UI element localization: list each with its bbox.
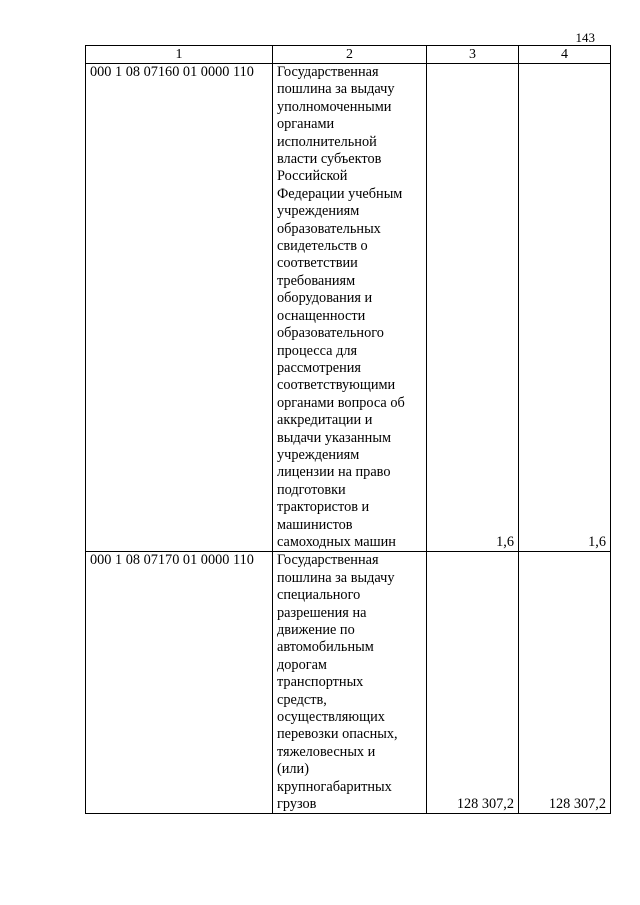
income-name-cell: [273, 552, 427, 814]
income-name-line: дорогам: [277, 656, 327, 673]
income-name-line: аккредитации и: [277, 412, 373, 429]
table-row: [86, 552, 611, 814]
income-name-line: пошлина за выдачу: [277, 569, 395, 586]
income-name-line: власти субъектов: [277, 151, 382, 168]
income-name-line: оснащенности: [277, 307, 366, 324]
income-name-line: транспортных: [277, 674, 364, 691]
income-name-line: соответствии: [277, 255, 358, 272]
income-name-line: органами: [277, 116, 335, 133]
income-name-line: Федерации учебным: [277, 185, 403, 202]
income-name-line: подготовки: [277, 481, 346, 498]
income-name-line: пошлина за выдачу: [277, 81, 395, 98]
income-name-line: разрешения на: [277, 604, 367, 621]
income-name-line: осуществляющих: [277, 709, 385, 726]
income-name-line: движение по: [277, 622, 355, 638]
income-name-line: образовательных: [277, 220, 381, 237]
income-name-line: лицензии на право: [277, 464, 391, 481]
income-name-cell: [273, 64, 427, 552]
income-name-line: тяжеловесных и: [277, 743, 376, 760]
income-name-line: средств,: [277, 691, 327, 708]
column-header-2: 2: [273, 46, 427, 64]
amount-col3-cell: 128 307,2: [427, 552, 519, 814]
income-name-line: Государственная: [277, 552, 379, 569]
income-name-line: Российской: [277, 168, 348, 185]
income-name-line: трактористов и: [277, 499, 370, 516]
income-code-cell: 000 1 08 07160 01 0000 110: [86, 64, 273, 552]
page-number: 143: [575, 30, 595, 45]
income-name-line: учреждениям: [277, 203, 360, 220]
income-name-line: самоходных машин: [277, 533, 396, 550]
income-name-line: рассмотрения: [277, 359, 361, 376]
income-name-line: уполномоченными: [277, 98, 392, 115]
income-name-line: Государственная: [277, 64, 379, 80]
amount-col4-cell: 1,6: [519, 64, 611, 552]
amount-col4-cell: 128 307,2: [519, 552, 611, 814]
income-name-line: требованиям: [277, 272, 356, 289]
column-header-4: 4: [519, 46, 611, 64]
income-name-line: грузов: [277, 796, 317, 813]
column-header-1: 1: [86, 46, 273, 64]
income-name-line: образовательного: [277, 325, 384, 342]
income-name-line: крупногабаритных: [277, 778, 392, 795]
income-name-line: процесса для: [277, 342, 358, 359]
income-name-line: (или): [277, 761, 309, 778]
income-name-line: оборудования и: [277, 290, 373, 307]
income-name-line: выдачи указанным: [277, 429, 391, 446]
income-name-line: исполнительной: [277, 133, 377, 150]
income-name-line: учреждениям: [277, 446, 360, 463]
income-name-line: машинистов: [277, 516, 353, 533]
table-body: [86, 64, 611, 814]
amount-col3-cell: 1,6: [427, 64, 519, 552]
income-code-cell: 000 1 08 07170 01 0000 110: [86, 552, 273, 814]
income-name-line: органами вопроса об: [277, 394, 405, 411]
income-name-line: перевозки опасных,: [277, 726, 398, 743]
income-name-line: специального: [277, 587, 361, 604]
header-row: [86, 46, 611, 64]
income-name-line: соответствующими: [277, 377, 396, 394]
table-row: [86, 64, 611, 552]
budget-table: [85, 45, 611, 814]
income-name-line: автомобильным: [277, 639, 374, 656]
income-name-line: свидетельств о: [277, 238, 368, 255]
column-header-3: 3: [427, 46, 519, 64]
